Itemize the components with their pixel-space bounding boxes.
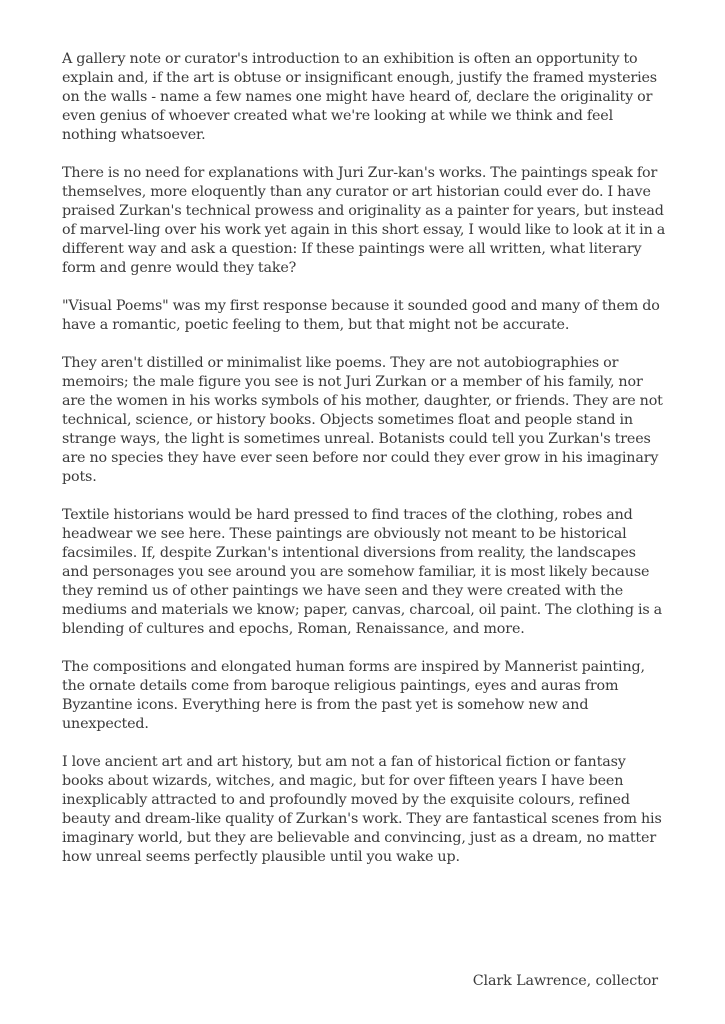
essay-body — [62, 50, 666, 886]
author-signature: Clark Lawrence, collector — [472, 973, 658, 989]
paragraph-4: They aren't distilled or minimalist like poems. They are not autobiographies or memoirs; the male figure you see is not Juri Zurkan or a member of his family, nor are the women in his works symbols of his mother, daughter, or friends. They are not technical, science, or history books. Objects sometimes float and people stand in strange ways, the light is sometimes unreal. Botanists could tell you Zurkan's trees are no species they have ever seen before nor could they ever grow in his imaginary pots. — [62, 355, 663, 485]
paragraph-2: There is no need for explanations with Juri Zur-kan's works. The paintings speak for themselves, more eloquently than any curator or art historian could ever do. I have praised Zurkan's technical prowess and originality as a painter for years, but instead of marvel-ling over his work yet again in this short essay, I would like to look at it in a different way and ask a question: If these paintings were all written, what literary form and genre would they take? — [62, 165, 666, 276]
paragraph-6: The compositions and elongated human forms are inspired by Mannerist painting, the ornate details come from baroque religious paintings, eyes and auras from Byzantine icons. Everything here is from the past yet is somehow new and unexpected. — [62, 659, 645, 732]
paragraph-7: I love ancient art and art history, but am not a fan of historical fiction or fantasy books about wizards, witches, and magic, but for over fifteen years I have been inexplicably attracted to and profoundly moved by the exquisite colours, refined beauty and dream-like quality of Zurkan's work. They are fantastical scenes from his imaginary world, but they are believable and convincing, just as a dream, no matter how unreal seems perfectly plausible until you wake up. — [62, 754, 662, 865]
paragraph-3: "Visual Poems" was my first response because it sounded good and many of them do have a romantic, poetic feeling to them, but that might not be accurate. — [62, 298, 660, 333]
paragraph-5: Textile historians would be hard pressed to find traces of the clothing, robes and headwear we see here. These paintings are obviously not meant to be historical facsimiles. If, despite Zurkan's intentional diversions from reality, the landscapes and personages you see around you are somehow familiar, it is most likely because they remind us of other paintings we have seen and they were created with the mediums and materials we know; paper, canvas, charcoal, oil paint. The clothing is a blending of cultures and epochs, Roman, Renaissance, and more. — [62, 507, 663, 637]
paragraph-1: A gallery note or curator's introduction to an exhibition is often an opportunity to explain and, if the art is obtuse or insignificant enough, justify the framed mysteries on the walls - name a few names one might have heard of, declare the originality or even genius of whoever created what we're looking at while we think and feel nothing whatsoever. — [62, 51, 657, 143]
